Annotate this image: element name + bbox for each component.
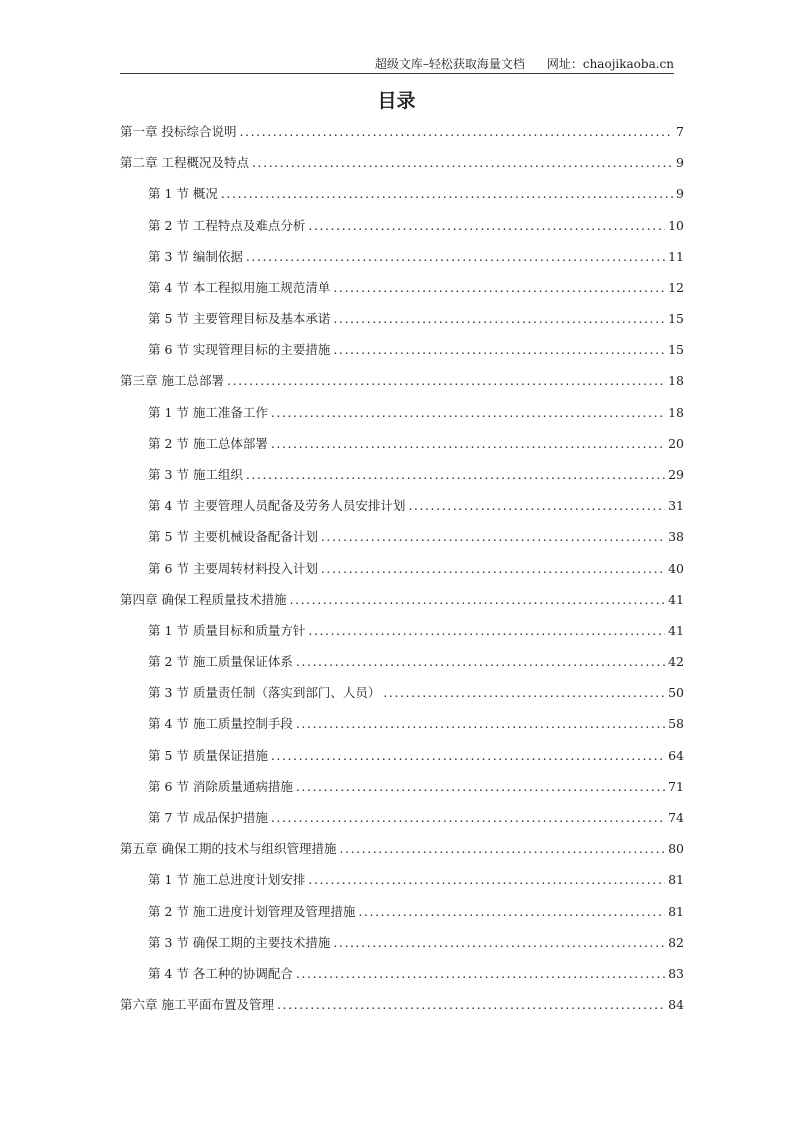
- toc-page-number: 9: [676, 155, 684, 171]
- toc-entry-label: 第 7 节 成品保护措施: [148, 809, 268, 825]
- toc-page-number: 84: [668, 997, 684, 1013]
- dot-leader: [321, 560, 665, 578]
- toc-page-number: 71: [668, 778, 684, 794]
- dot-leader: [271, 747, 665, 765]
- page-header: [120, 56, 674, 74]
- dot-leader: [221, 185, 673, 203]
- dot-leader: [227, 372, 665, 390]
- toc-page-number: 20: [668, 435, 684, 451]
- toc-entry-label: 第 2 节 工程特点及难点分析: [148, 217, 306, 233]
- toc-page-number: 64: [668, 747, 684, 763]
- toc-section-entry[interactable]: [148, 871, 684, 889]
- toc-entry-label: 第二章 工程概况及特点: [120, 155, 249, 171]
- toc-chapter-entry[interactable]: [120, 591, 684, 609]
- dot-leader: [358, 903, 665, 921]
- toc-section-entry[interactable]: [148, 684, 684, 702]
- header-url: 网址：chaojikaoba.cn: [546, 57, 674, 71]
- toc-entry-label: 第 2 节 施工总体部署: [148, 435, 268, 451]
- dot-leader: [252, 154, 673, 172]
- toc-section-entry[interactable]: [148, 341, 684, 359]
- dot-leader: [333, 934, 665, 952]
- toc-page-number: 9: [676, 186, 684, 202]
- dot-leader: [289, 591, 665, 609]
- toc-page-number: 50: [668, 685, 684, 701]
- toc-entry-label: 第 1 节 概况: [148, 186, 218, 202]
- toc-section-entry[interactable]: [148, 404, 684, 422]
- toc-entry-label: 第 2 节 施工质量保证体系: [148, 654, 293, 670]
- toc-section-entry[interactable]: [148, 497, 684, 515]
- toc-entry-label: 第 4 节 本工程拟用施工规范清单: [148, 279, 331, 295]
- toc-chapter-entry[interactable]: [120, 840, 684, 858]
- toc-entry-label: 第 5 节 质量保证措施: [148, 747, 268, 763]
- toc-entry-label: 第三章 施工总部署: [120, 373, 224, 389]
- toc-chapter-entry[interactable]: [120, 996, 684, 1014]
- toc-section-entry[interactable]: [148, 217, 684, 235]
- toc-section-entry[interactable]: [148, 934, 684, 952]
- dot-leader: [308, 217, 665, 235]
- toc-page-number: 40: [668, 560, 684, 576]
- toc-section-entry[interactable]: [148, 560, 684, 578]
- toc-entry-label: 第四章 确保工程质量技术措施: [120, 591, 287, 607]
- toc-page-number: 12: [668, 279, 684, 295]
- toc-entry-label: 第 5 节 主要管理目标及基本承诺: [148, 311, 331, 327]
- toc-entry-label: 第六章 施工平面布置及管理: [120, 997, 274, 1013]
- toc-entry-label: 第 3 节 编制依据: [148, 248, 243, 264]
- dot-leader: [271, 809, 665, 827]
- toc-entry-label: 第 6 节 主要周转材料投入计划: [148, 560, 318, 576]
- toc-section-entry[interactable]: [148, 778, 684, 796]
- toc-entry-label: 第 3 节 施工组织: [148, 466, 243, 482]
- toc-chapter-entry[interactable]: [120, 372, 684, 390]
- dot-leader: [296, 715, 665, 733]
- dot-leader: [383, 684, 665, 702]
- toc-page-number: 15: [668, 342, 684, 358]
- toc-section-entry[interactable]: [148, 622, 684, 640]
- dot-leader: [321, 528, 665, 546]
- dot-leader: [246, 466, 665, 484]
- toc-section-entry[interactable]: [148, 310, 684, 328]
- toc-section-entry[interactable]: [148, 248, 684, 266]
- dot-leader: [296, 653, 665, 671]
- dot-leader: [239, 123, 673, 141]
- toc-entry-label: 第 4 节 主要管理人员配备及劳务人员安排计划: [148, 498, 406, 514]
- toc-entry-label: 第 4 节 施工质量控制手段: [148, 716, 293, 732]
- toc-page-number: 42: [668, 654, 684, 670]
- dot-leader: [296, 778, 665, 796]
- toc-section-entry[interactable]: [148, 528, 684, 546]
- dot-leader: [246, 248, 665, 266]
- toc-page-number: 15: [668, 311, 684, 327]
- toc-section-entry[interactable]: [148, 715, 684, 733]
- dot-leader: [333, 279, 665, 297]
- toc-chapter-entry[interactable]: [120, 123, 684, 141]
- dot-leader: [308, 622, 665, 640]
- dot-leader: [333, 310, 665, 328]
- toc-entry-label: 第 3 节 质量责任制（落实到部门、人员）: [148, 685, 381, 701]
- dot-leader: [271, 404, 665, 422]
- dot-leader: [296, 965, 665, 983]
- toc-entry-label: 第一章 投标综合说明: [120, 124, 237, 139]
- toc-title: 目录: [377, 90, 416, 112]
- toc-page-number: 18: [668, 404, 684, 420]
- toc-entry-label: 第 2 节 施工进度计划管理及管理措施: [148, 903, 356, 919]
- toc-page-number: 80: [668, 841, 684, 857]
- toc-section-entry[interactable]: [148, 653, 684, 671]
- toc-page-number: 18: [668, 373, 684, 389]
- toc-section-entry[interactable]: [148, 965, 684, 983]
- toc-page-number: 81: [668, 872, 684, 888]
- toc-page-number: 31: [668, 498, 684, 514]
- toc-section-entry[interactable]: [148, 185, 684, 203]
- toc-entry-label: 第 1 节 施工准备工作: [148, 404, 268, 420]
- header-site-name: 超级文库–轻松获取海量文档: [374, 57, 525, 71]
- toc-page-number: 58: [668, 716, 684, 732]
- dot-leader: [408, 497, 665, 515]
- toc-section-entry[interactable]: [148, 903, 684, 921]
- toc-page-number: 81: [668, 903, 684, 919]
- toc-page-number: 74: [668, 809, 684, 825]
- dot-leader: [333, 341, 665, 359]
- toc-entry-label: 第五章 确保工期的技术与组织管理措施: [120, 841, 337, 857]
- toc-entry-label: 第 6 节 消除质量通病措施: [148, 778, 293, 794]
- toc-page-number: 41: [668, 591, 684, 607]
- toc-entry-label: 第 5 节 主要机械设备配备计划: [148, 529, 318, 545]
- toc-section-entry[interactable]: [148, 809, 684, 827]
- dot-leader: [277, 996, 665, 1014]
- toc-page-number: 38: [668, 529, 684, 545]
- toc-page-number: 82: [668, 934, 684, 950]
- toc-section-entry[interactable]: [148, 747, 684, 765]
- toc-section-entry[interactable]: [148, 279, 684, 297]
- dot-leader: [271, 435, 665, 453]
- toc-entry-label: 第 3 节 确保工期的主要技术措施: [148, 934, 331, 950]
- toc-chapter-entry[interactable]: [120, 154, 684, 172]
- toc-page-number: 11: [668, 248, 684, 264]
- dot-leader: [339, 840, 665, 858]
- toc-page-number: 41: [668, 622, 684, 638]
- toc-page-number: 83: [668, 965, 684, 981]
- toc-page-number: 29: [668, 466, 684, 482]
- toc-entry-label: 第 1 节 质量目标和质量方针: [148, 622, 306, 638]
- toc-section-entry[interactable]: [148, 435, 684, 453]
- toc-entry-label: 第 1 节 施工总进度计划安排: [148, 872, 306, 888]
- toc-entry-label: 第 6 节 实现管理目标的主要措施: [148, 342, 331, 358]
- toc-page-number: 10: [668, 217, 684, 233]
- dot-leader: [308, 871, 665, 889]
- toc-page-number: 7: [676, 124, 684, 139]
- toc-entry-label: 第 4 节 各工种的协调配合: [148, 965, 293, 981]
- toc-section-entry[interactable]: [148, 466, 684, 484]
